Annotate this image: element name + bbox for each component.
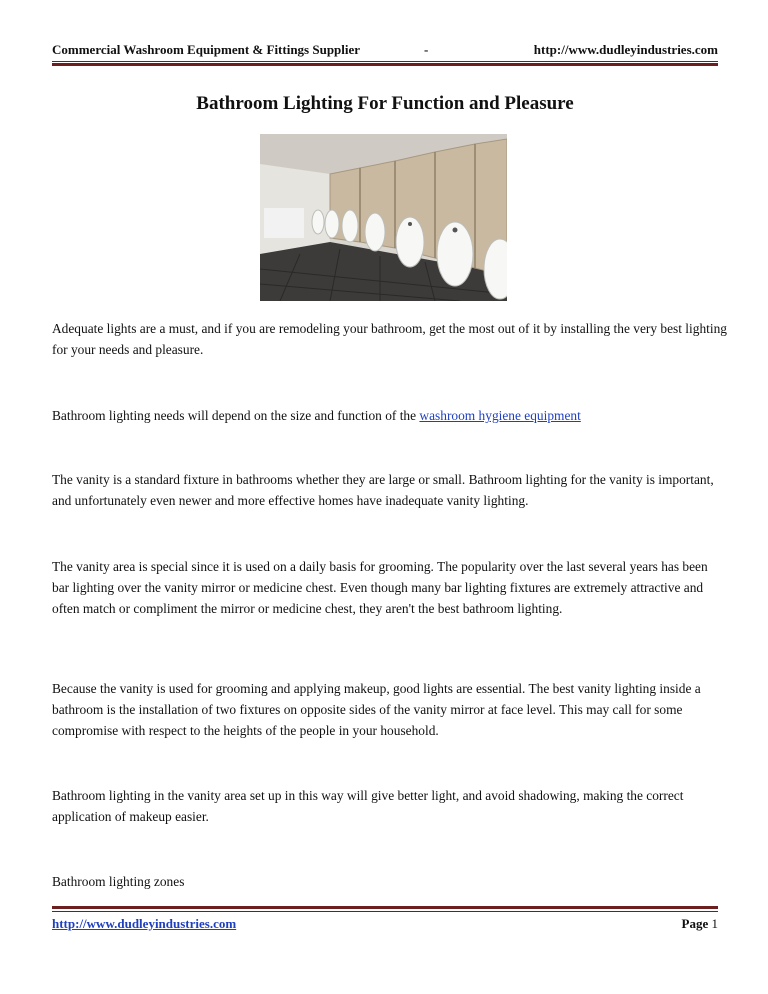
paragraph-intro: Adequate lights are a must, and if you are remodeling your bathroom, get the most out of it by installing the very best lighting for your needs and pleasure. — [52, 321, 727, 357]
page-number-value: 1 — [711, 916, 718, 931]
header-rule-thick — [52, 63, 718, 66]
washroom-hygiene-link[interactable]: washroom hygiene equipment — [419, 408, 581, 423]
paragraph-zones: Bathroom lighting zones — [52, 874, 185, 889]
washroom-photo — [260, 134, 507, 301]
page-label: Page — [681, 916, 709, 931]
header-company: Commercial Washroom Equipment & Fittings Supplier — [52, 42, 361, 57]
page-header — [52, 42, 718, 62]
header-url: http://www.dudleyindustries.com — [533, 42, 718, 57]
page-title: Bathroom Lighting For Function and Pleasure — [196, 93, 574, 114]
footer-url-link[interactable]: http://www.dudleyindustries.com — [52, 916, 237, 931]
paragraph-equipment — [52, 405, 728, 426]
paragraph-shadowing: Bathroom lighting in the vanity area set up in this way will give better light, and avoid shadowing, making the correct application of makeup easier. — [52, 788, 684, 824]
footer-rule-thin — [52, 911, 718, 912]
paragraph-vanity: The vanity is a standard fixture in bathrooms whether they are large or small. Bathroom lighting for the vanity is important, and unfortunately even newer and more effective homes have inadequate vanity lighting. — [52, 472, 714, 508]
header-separator: - — [424, 42, 429, 57]
header-rule-thin — [52, 61, 718, 62]
paragraph-equipment-text: Bathroom lighting needs will depend on the size and function of the — [52, 408, 420, 423]
paragraph-bar-lighting: The vanity area is special since it is used on a daily basis for grooming. The popularity over the last several years has been bar lighting over the vanity mirror or medicine chest. Even though many bar lighting fixtures are extremely attractive and often match or compliment the mirror or medicine chest, they aren't the best bathroom lighting. — [52, 559, 708, 616]
page-number — [682, 916, 718, 932]
footer-rule-thick — [52, 906, 718, 909]
paragraph-grooming: Because the vanity is used for grooming and applying makeup, good lights are essential. The best vanity lighting inside a bathroom is the installation of two fixtures on opposite sides of the vanity mirror at face level. This may call for some compromise with respect to the heights of the people in your household. — [52, 681, 701, 738]
